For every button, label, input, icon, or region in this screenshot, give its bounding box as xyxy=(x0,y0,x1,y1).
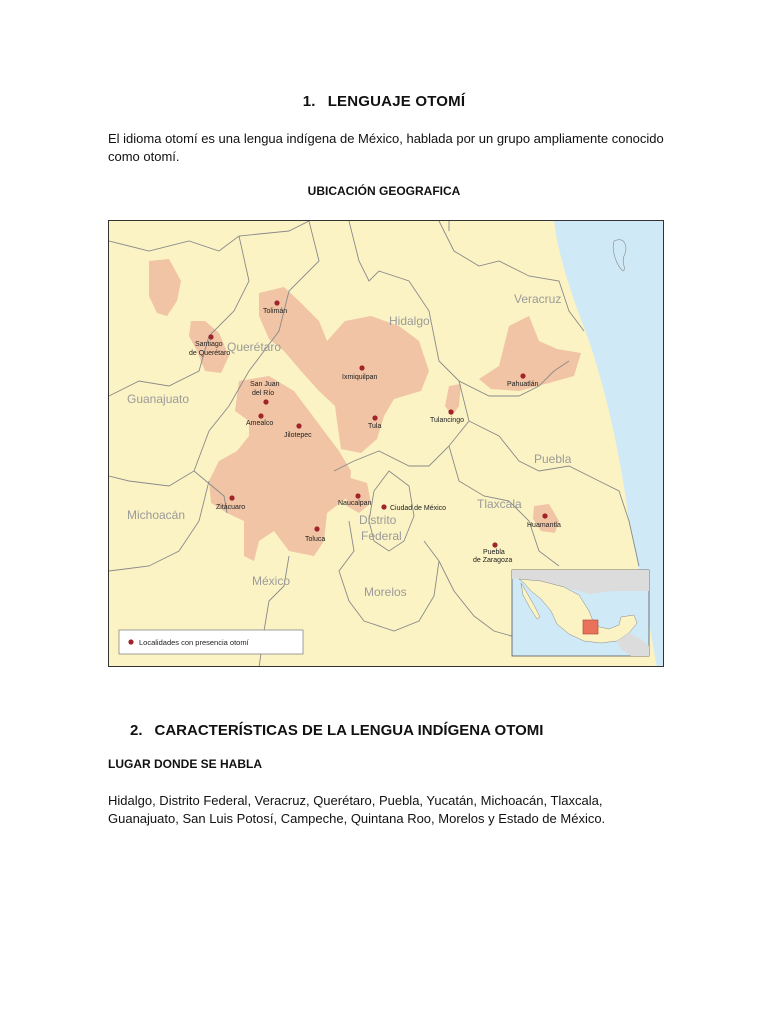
state-label: Querétaro xyxy=(227,340,282,354)
section-1-title: LENGUAJE OTOMÍ xyxy=(327,93,466,110)
state-label: Guanajuato xyxy=(127,392,190,406)
city-marker-cdmx xyxy=(381,504,386,509)
map-svg xyxy=(109,221,664,667)
city-marker-toliman xyxy=(274,300,279,305)
city-label: Puebla xyxy=(483,549,505,556)
state-label: México xyxy=(252,574,291,588)
city-label: Tula xyxy=(368,423,382,430)
map-legend xyxy=(119,630,303,654)
city-marker-queretaro xyxy=(208,334,213,339)
city-marker-puebla xyxy=(492,542,497,547)
city-label: Toluca xyxy=(305,536,326,543)
inset-map xyxy=(512,570,649,656)
city-marker-jilotepec xyxy=(296,423,301,428)
section-2-title: CARACTERÍSTICAS DE LA LENGUA INDÍGENA OTOMI xyxy=(154,722,544,739)
section-1-number: 1. xyxy=(302,93,316,110)
city-marker-naucalpan xyxy=(355,493,360,498)
state-label: Distrito xyxy=(359,513,397,527)
state-label: Hidalgo xyxy=(389,314,430,328)
city-marker-huamantla xyxy=(542,513,547,518)
city-marker-san-juan xyxy=(263,399,268,404)
places-paragraph: Hidalgo, Distrito Federal, Veracruz, Querétaro, Puebla, Yucatán, Michoacán, Tlaxcala, Guanajuato, San Luis Potosí, Campeche, Quintana Roo, Morelos y Estado de México. xyxy=(108,793,606,826)
otomi-map xyxy=(108,220,664,667)
city-label: de Zaragoza xyxy=(473,557,513,564)
legend-label: Localidades con presencia otomí xyxy=(139,638,249,647)
map-heading: UBICACIÓN GEOGRAFICA xyxy=(307,184,461,198)
state-label: Federal xyxy=(361,529,402,543)
city-marker-zitacuaro xyxy=(229,495,234,500)
city-label: Santiago xyxy=(195,341,223,348)
region-pahuatlan xyxy=(479,316,581,391)
city-marker-toluca xyxy=(314,526,319,531)
city-label: Ciudad de México xyxy=(390,505,447,512)
city-label: Naucalpan xyxy=(338,500,372,507)
city-label: Tulancingo xyxy=(430,417,464,424)
state-label: Puebla xyxy=(534,452,572,466)
intro-paragraph: El idioma otomí es una lengua indígena de México, hablada por un grupo ampliamente conocido como otomí. xyxy=(108,131,664,164)
section-2-subheading: LUGAR DONDE SE HABLA xyxy=(108,757,263,771)
city-marker-amealco xyxy=(258,413,263,418)
region-north-guanajuato xyxy=(149,259,181,316)
city-marker-tulancingo xyxy=(448,409,453,414)
section-2-number: 2. xyxy=(130,722,143,739)
section-1-heading xyxy=(0,93,768,110)
inset-highlight xyxy=(583,620,598,634)
city-label: de Querétaro xyxy=(189,350,231,357)
city-label: Amealco xyxy=(246,420,274,427)
city-label: del Río xyxy=(252,390,275,397)
city-marker-pahuatlan xyxy=(520,373,525,378)
city-label: San Juan xyxy=(250,381,280,388)
city-marker-ixmiquilpan xyxy=(359,365,364,370)
state-label: Michoacán xyxy=(127,508,186,522)
section-2-heading xyxy=(130,722,543,739)
city-label: Zitácuaro xyxy=(216,504,246,511)
city-label: Pahuatlán xyxy=(507,381,539,388)
city-marker-tula xyxy=(372,415,377,420)
legend-marker xyxy=(128,639,133,644)
state-label: Morelos xyxy=(364,585,407,599)
state-label: Tlaxcala xyxy=(477,497,522,511)
city-label: Ixmiquilpan xyxy=(342,374,378,381)
city-label: Tolimán xyxy=(263,308,288,315)
city-label: Huamantla xyxy=(527,522,561,529)
city-label: Jilotepec xyxy=(284,432,312,439)
state-label: Veracruz xyxy=(514,292,562,306)
